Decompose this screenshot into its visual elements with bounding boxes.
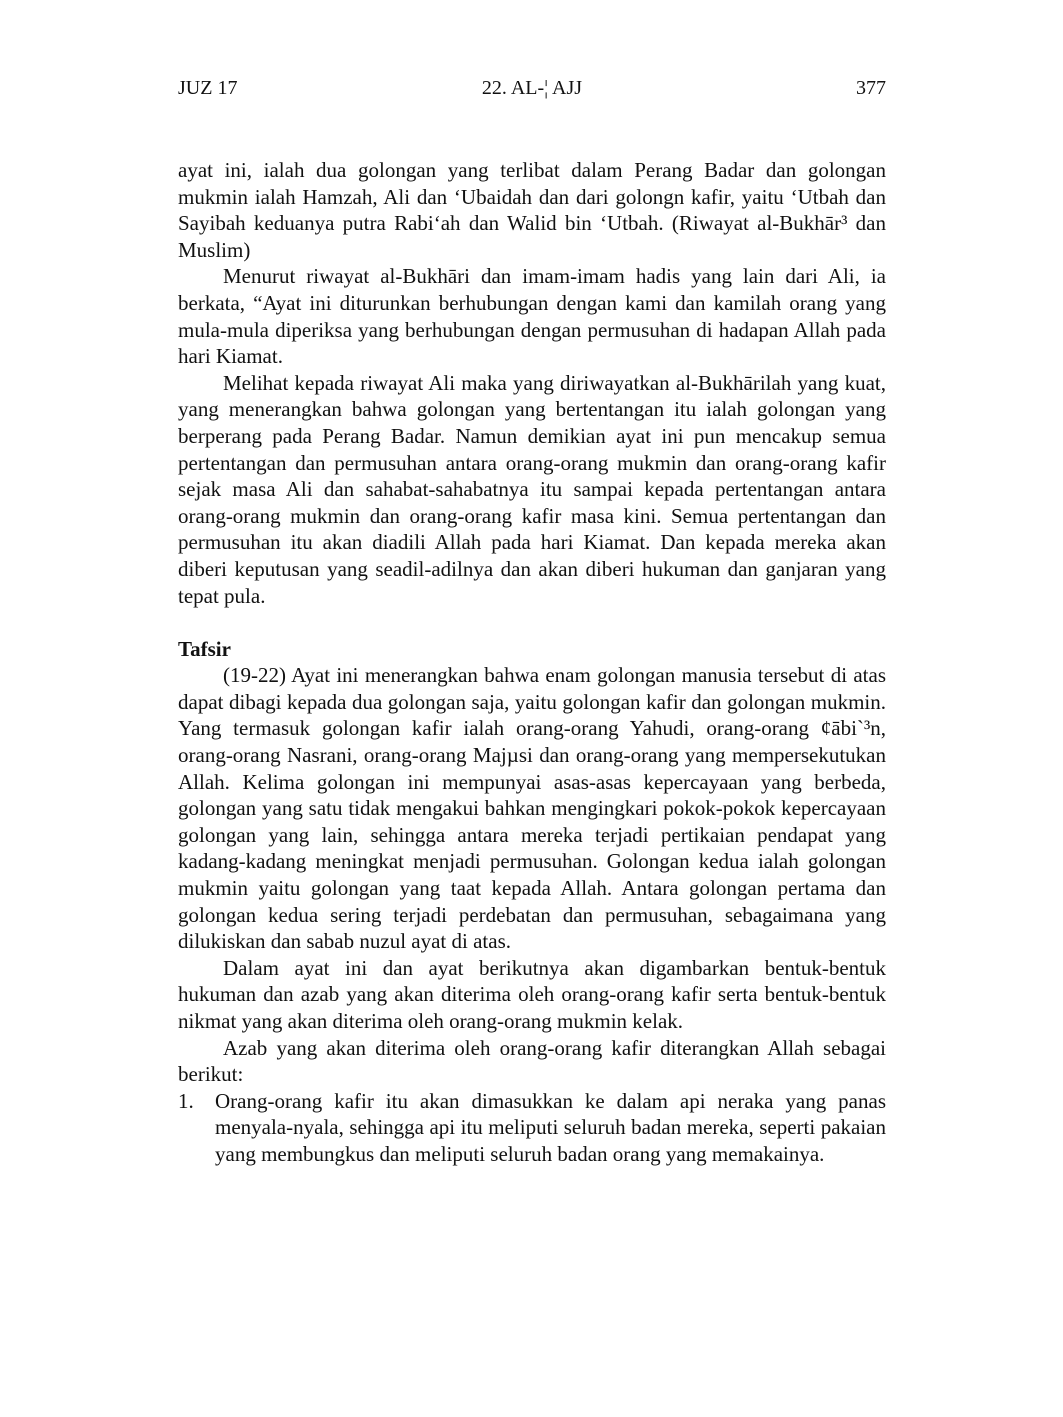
numbered-list	[178, 1088, 886, 1168]
page-number: 377	[856, 77, 886, 99]
list-item	[178, 1088, 886, 1168]
surah-title: 22. AL-¦ AJJ	[481, 77, 583, 99]
body-text	[178, 157, 886, 1168]
section-heading: Tafsir	[178, 636, 231, 661]
paragraph: Dalam ayat ini dan ayat berikutnya akan digambarkan bentuk-bentuk hukuman dan azab yang akan diterima oleh orang-orang kafir serta bentuk-bentuk nikmat yang akan diterima oleh orang-orang mukmin kelak.	[178, 955, 886, 1033]
list-item-number: 1.	[178, 1088, 194, 1113]
running-header	[178, 74, 886, 104]
paragraph: ayat ini, ialah dua golongan yang terlibat dalam Perang Badar dan golongan mukmin ialah Hamzah, Ali dan ‘Ubaidah dan dari golongn kafir, yaitu ‘Utbah dan Sayibah keduanya putra Rabi‘ah dan Walid bin ‘Utbah. (Riwayat al-Bukhār³ dan Muslim)	[178, 158, 886, 262]
juz-label: JUZ 17	[178, 77, 238, 99]
paragraph: Azab yang akan diterima oleh orang-orang kafir diterangkan Allah sebagai berikut:	[178, 1035, 886, 1087]
paragraph: (19-22) Ayat ini menerangkan bahwa enam golongan manusia tersebut di atas dapat dibagi kepada dua golongan saja, yaitu golongan kafir dan golongan mukmin. Yang termasuk golongan kafir ialah orang-orang Yahudi, orang-orang ¢ābi`³n, orang-orang Nasrani, orang-orang Majµsi dan orang-orang yang mempersekutukan Allah. Kelima golongan ini mempunyai asas-asas kepercayaan yang berbeda, golongan yang satu tidak mengakui bahkan mengingkari pokok-pokok kepercayaan golongan yang lain, sehingga antara mereka terjadi pertikaian pendapat yang kadang-kadang meningkat menjadi permusuhan. Golongan kedua ialah golongan mukmin yaitu golongan yang taat kepada Allah. Antara golongan pertama dan golongan kedua sering terjadi perdebatan dan permusuhan, sebagaimana yang dilukiskan dan sabab nuzul ayat di atas.	[178, 663, 886, 954]
document-page	[178, 0, 886, 1417]
paragraph: Melihat kepada riwayat Ali maka yang diriwayatkan al-Bukhārilah yang kuat, yang menerangkan bahwa golongan yang bertentangan itu ialah golongan yang berperang pada Perang Badar. Namun demikian ayat ini pun mencakup semua pertentangan dan permusuhan antara orang-orang mukmin dan orang-orang kafir sejak masa Ali dan sahabat-sahabatnya itu sampai kepada pertentangan antara orang-orang mukmin dan orang-orang kafir masa kini. Semua pertentangan dan permusuhan itu akan diadili Allah pada hari Kiamat. Dan kepada mereka akan diberi keputusan yang seadil-adilnya dan akan diberi hukuman dan ganjaran yang tepat pula.	[178, 370, 886, 608]
list-item-text: Orang-orang kafir itu akan dimasukkan ke dalam api neraka yang panas menyala-nyala, sehingga api itu meliputi seluruh badan mereka, seperti pakaian yang membungkus dan meliputi seluruh badan orang yang memakainya.	[215, 1088, 886, 1166]
paragraph: Menurut riwayat al-Bukhāri dan imam-imam hadis yang lain dari Ali, ia berkata, “Ayat ini diturunkan berhubungan dengan kami dan kamilah orang yang mula-mula diperiksa yang berhubungan dengan permusuhan di hadapan Allah pada hari Kiamat.	[178, 264, 886, 369]
